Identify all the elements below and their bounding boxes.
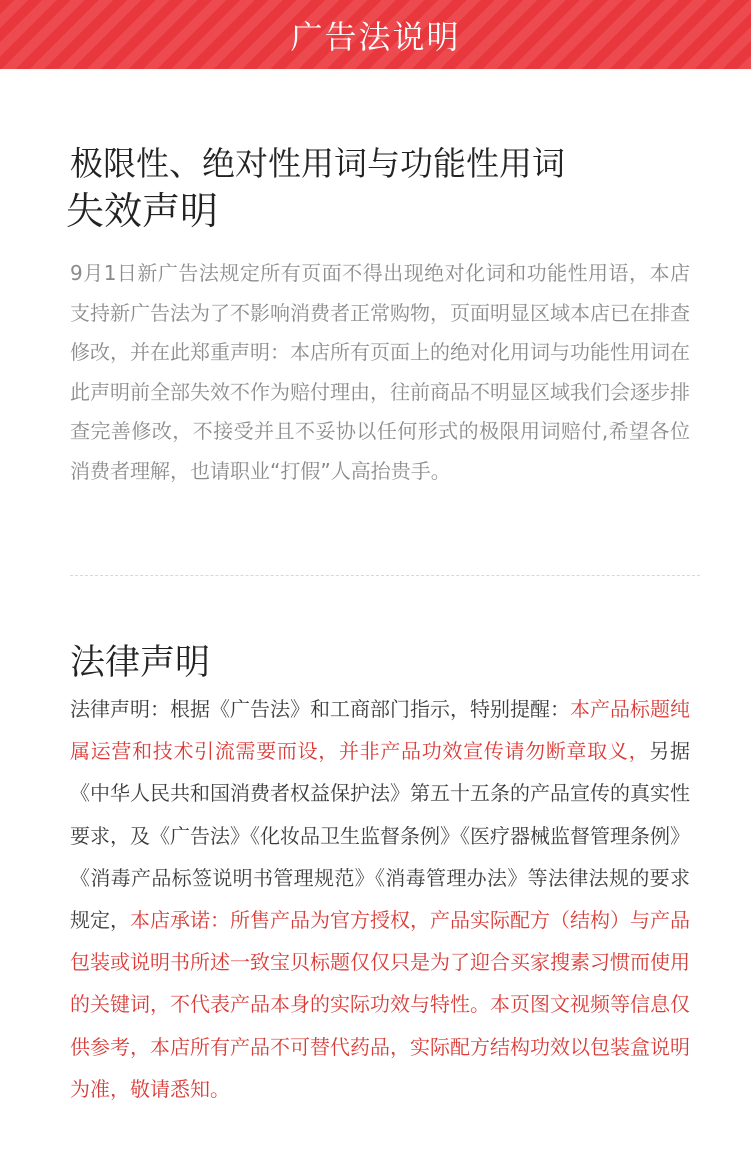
legal-text-warning: 本产品标题纯属运营和技术引流需要而设，并非产品功效宣传请勿断章取义，	[70, 697, 690, 764]
legal-title: 法律声明	[70, 643, 211, 683]
section-divider	[70, 575, 700, 576]
legal-text-intro: 法律声明：根据《广告法》和工商部门指示，特别提醒：	[70, 697, 570, 721]
legal-text-regulations: 另据《中华人民共和国消费者权益保护法》第五十五条的产品宣传的真实性要求，及《广告法》《化妆品卫生监督条例》《医疗器械监督管理条例》《消毒产品标签说明书管理规范》《消毒管理办法》等法律法规的要求规定，	[70, 739, 691, 933]
disclaimer-title-line2: 失效声明	[66, 189, 219, 233]
disclaimer-section	[66, 142, 690, 491]
legal-section	[70, 640, 690, 1110]
header-banner	[0, 0, 751, 69]
disclaimer-title-line1: 极限性、绝对性用词与功能性用词	[70, 144, 565, 183]
banner-title: 广告法说明	[290, 17, 461, 56]
legal-body	[70, 688, 690, 1110]
disclaimer-body: 9月1日新广告法规定所有页面不得出现绝对化词和功能性用语，本店支持新广告法为了不影响消费者正常购物，页面明显区域本店已在排查修改，并在此郑重声明：本店所有页面上的绝对化用词与功能性用词在此声明前全部失效不作为赔付理由，往前商品不明显区域我们会逐步排查完善修改，不接受并且不妥协以任何形式的极限用词赔付,希望各位消费者理解，也请职业“打假”人高抬贵手。	[70, 261, 690, 483]
legal-text-promise: 本店承诺：所售产品为官方授权，产品实际配方（结构）与产品包装或说明书所述一致宝贝标题仅仅只是为了迎合买家搜素习惯而使用的关键词，不代表产品本身的实际功效与特性。本页图文视频等信息仅供参考，本店所有产品不可替代药品，实际配方结构功效以包装盒说明为准，敬请悉知。	[70, 908, 690, 1101]
